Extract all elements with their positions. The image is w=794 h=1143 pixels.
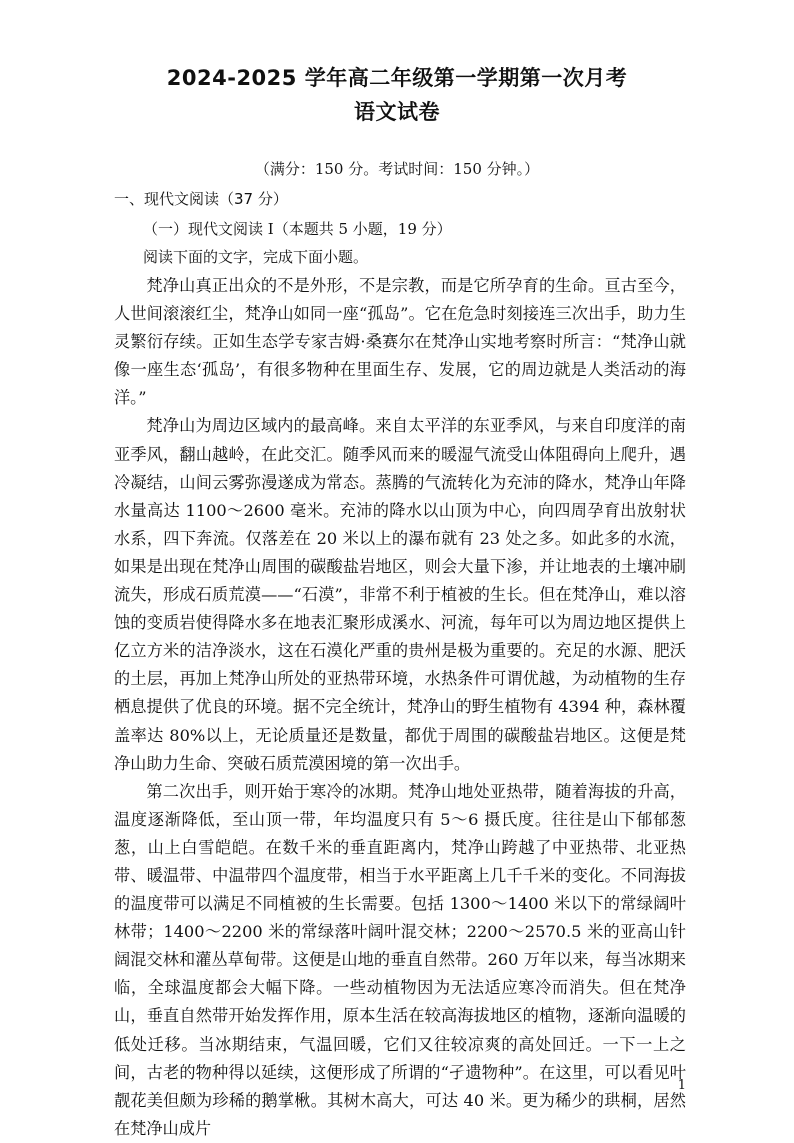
exam-meta: （满分：150 分。考试时间：150 分钟。）	[254, 160, 540, 178]
section-heading: 一、现代文阅读（37 分）	[114, 190, 288, 208]
reading-passage	[114, 272, 686, 1143]
exam-subtitle: 语文试卷	[354, 100, 440, 124]
passage-paragraph: 梵净山为周边区域内的最高峰。来自太平洋的东亚季风，与来自印度洋的南亚季风，翻山越岭，在此交汇。随季风而来的暖湿气流受山体阻碍向上爬升，遇冷凝结，山间云雾弥漫遂成为常态。蒸腾的气流转化为充沛的降水，梵净山年降水量高达 1100～2600 毫米。充沛的降水以山顶为中心，向四周孕育出放射状水系，四下奔流。仅落差在 20 米以上的瀑布就有 23 处之多。如此多的水流，如果是出现在梵净山周围的碳酸盐岩地区，则会大量下渗，并让地表的土壤冲刷流失，形成石质荒漠——“石漠”，非常不利于植被的生长。但在梵净山，难以溶蚀的变质岩使得降水多在地表汇聚形成溪水、河流，每年可以为周边地区提供上亿立方米的洁净淡水，这在石漠化严重的贵州是极为重要的。充足的水源、肥沃的土层，再加上梵净山所处的亚热带环境，水热条件可谓优越，为动植物的生存栖息提供了优良的环境。据不完全统计，梵净山的野生植物有 4394 种，森林覆盖率达 80%以上，无论质量还是数量，都优于周围的碳酸盐岩地区。这便是梵净山助力生命、突破石质荒漠困境的第一次出手。	[114, 416, 686, 773]
passage-paragraph: 梵净山真正出众的不是外形，不是宗教，而是它所孕育的生命。亘古至今，人世间滚滚红尘，梵净山如同一座“孤岛”。它在危急时刻接连三次出手，助力生灵繁衍存续。正如生态学专家吉姆·桑赛尔在梵净山实地考察时所言：“梵净山就像一座生态‘孤岛’，有很多物种在里面生存、发展，它的周边就是人类活动的海洋。”	[114, 276, 686, 408]
reading-instruction: 阅读下面的文字，完成下面小题。	[143, 248, 369, 266]
subsection-heading: （一）现代文阅读 I（本题共 5 小题，19 分）	[143, 220, 452, 238]
passage-paragraph: 第二次出手，则开始于寒冷的冰期。梵净山地处亚热带，随着海拔的升高，温度逐渐降低，至山顶一带，年均温度只有 5～6 摄氏度。往往是山下郁郁葱葱，山上白雪皑皑。在数千米的垂直距离内，梵净山跨越了中亚热带、北亚热带、暖温带、中温带四个温度带，相当于水平距离上几千千米的变化。不同海拔的温度带可以满足不同植被的生长需要。包括 1300～1400 米以下的常绿阔叶林带；1400～2200 米的常绿落叶阔叶混交林；2200～2570.5 米的亚高山针阔混交林和灌丛草甸带。这便是山地的垂直自然带。260 万年以来，每当冰期来临，全球温度都会大幅下降。一些动植物因为无法适应寒冷而消失。但在梵净山，垂直自然带开始发挥作用，原本生活在较高海拔地区的植物，逐渐向温暖的低处迁移。当冰期结束，气温回暖，它们又往较凉爽的高处回迁。一下一上之间，古老的物种得以延续，这便形成了所谓的“孑遗物种”。在这里，可以看见叶靓花美但颇为珍稀的鹅掌楸。其树木高大，可达 40 米。更为稀少的珙桐，居然在梵净山成片	[114, 781, 686, 1138]
page-number: 1	[677, 1078, 686, 1093]
exam-title: 2024-2025 学年高二年级第一学期第一次月考	[166, 66, 628, 90]
